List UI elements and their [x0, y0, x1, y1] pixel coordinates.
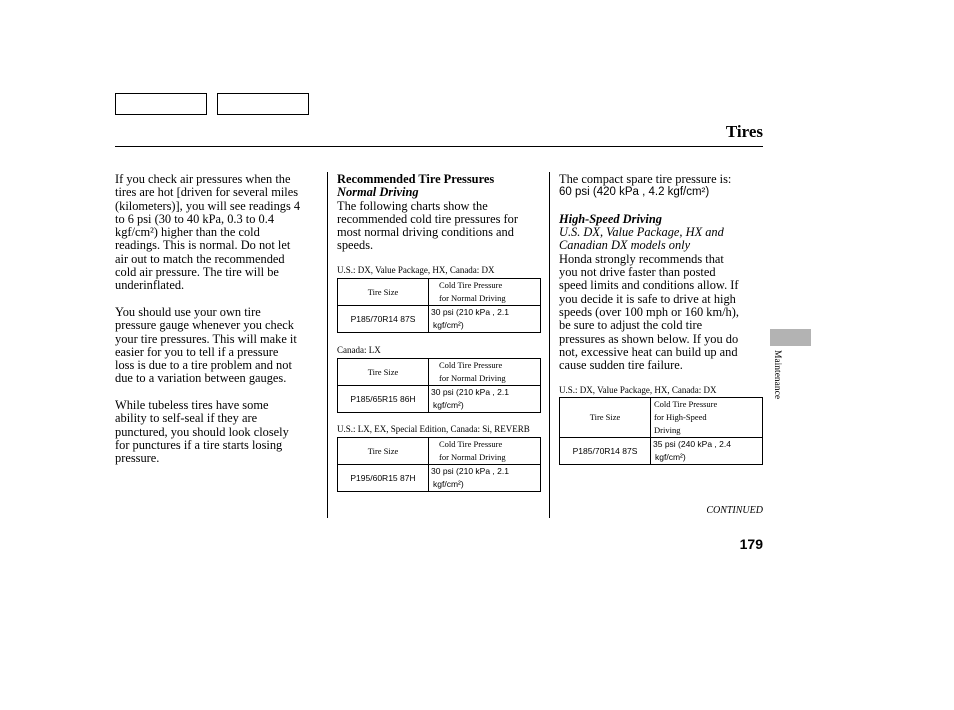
nav-box-left[interactable]	[115, 93, 207, 115]
tire-pressure-table-2	[337, 358, 541, 413]
spare-pressure: 60 psi (420 kPa , 4.2 kgf/cm²)	[559, 186, 710, 199]
table-cell-size: P185/70R14 87S	[560, 438, 651, 465]
high-speed-heading: High-Speed Driving	[559, 211, 662, 226]
table-cell-size: P185/70R14 87S	[338, 306, 429, 333]
table-caption: Canada: LX	[337, 345, 381, 355]
table-caption: U.S.: DX, Value Package, HX, Canada: DX	[337, 265, 495, 275]
column-divider-2	[549, 172, 550, 518]
table-cell-pressure: 30 psi (210 kPa , 2.1 kgf/cm²)	[429, 465, 541, 492]
column-3	[559, 173, 769, 372]
spare-line: The compact spare tire pressure is:	[559, 172, 732, 186]
page-number: 179	[739, 536, 763, 552]
tire-pressure-table-1	[337, 278, 541, 333]
table-cell-pressure: 30 psi (210 kPa , 2.1 kgf/cm²)	[429, 306, 541, 333]
page-title: Tires	[725, 122, 763, 141]
nav-box-right[interactable]	[217, 93, 309, 115]
table-header-pressure: Cold Tire Pressure for High-Speed Driving	[651, 398, 763, 438]
section-tab[interactable]	[770, 329, 811, 346]
table-header-size: Tire Size	[560, 398, 651, 438]
high-speed-pressure-table	[559, 397, 763, 465]
high-speed-paragraph: Honda strongly recommends that you not drive faster than posted speed limits and conditions allow. If you decide it is safe to drive at high speeds (over 100 mph or 160 km/h), be sure to adjust the cold tire pressures as shown below. If you do not, excessive heat can build up and cause sudden tire failure.	[559, 251, 739, 373]
section-tab-label: Maintenance	[772, 350, 782, 400]
header-rule	[115, 146, 763, 147]
column-1	[115, 173, 325, 466]
paragraph-hot-tires: If you check air pressures when the tires are hot [driven for several miles (kilometers)], you will see readings 4 to 6 psi (30 to 40 kPa, 0.3 to 0.4 kgf/cm²) higher than the cold readings. This is normal. Do not let air out to match the recommended cold air pressure. The tire will be underinflated.	[115, 172, 301, 293]
table-caption: U.S.: LX, EX, Special Edition, Canada: Si, REVERB	[337, 424, 530, 434]
table-cell-size: P195/60R15 87H	[338, 465, 429, 492]
table-header-pressure: Cold Tire Pressure for Normal Driving	[429, 279, 541, 306]
table-header-size: Tire Size	[338, 279, 429, 306]
table-header-size: Tire Size	[338, 359, 429, 386]
column-divider-1	[327, 172, 328, 518]
intro-paragraph: The following charts show the recommended cold tire pressures for most normal driving conditions and speeds.	[337, 198, 518, 253]
table-cell-pressure: 30 psi (210 kPa , 2.1 kgf/cm²)	[429, 386, 541, 413]
table-header-pressure: Cold Tire Pressure for Normal Driving	[429, 359, 541, 386]
section-heading: Recommended Tire Pressures	[337, 172, 495, 186]
paragraph-gauge: You should use your own tire pressure gauge whenever you check your tire pressures. This will make it easier for you to tell if a pressure loss is due to a tire problem and not due to a variation between gauges.	[115, 304, 297, 386]
continued-label: CONTINUED	[706, 505, 763, 516]
table-cell-pressure: 35 psi (240 kPa , 2.4 kgf/cm²)	[651, 438, 763, 465]
models-line: U.S. DX, Value Package, HX and Canadian DX models only	[559, 225, 724, 253]
column-2	[337, 173, 547, 253]
paragraph-tubeless: While tubeless tires have some ability to self-seal if they are punctured, you should look closely for punctures if a tire starts losing pressure.	[115, 398, 289, 466]
table-cell-size: P185/65R15 86H	[338, 386, 429, 413]
table-caption: U.S.: DX, Value Package, HX, Canada: DX	[559, 385, 717, 395]
table-header-pressure: Cold Tire Pressure for Normal Driving	[429, 438, 541, 465]
tire-pressure-table-3	[337, 437, 541, 492]
table-header-size: Tire Size	[338, 438, 429, 465]
section-subheading: Normal Driving	[337, 185, 419, 200]
